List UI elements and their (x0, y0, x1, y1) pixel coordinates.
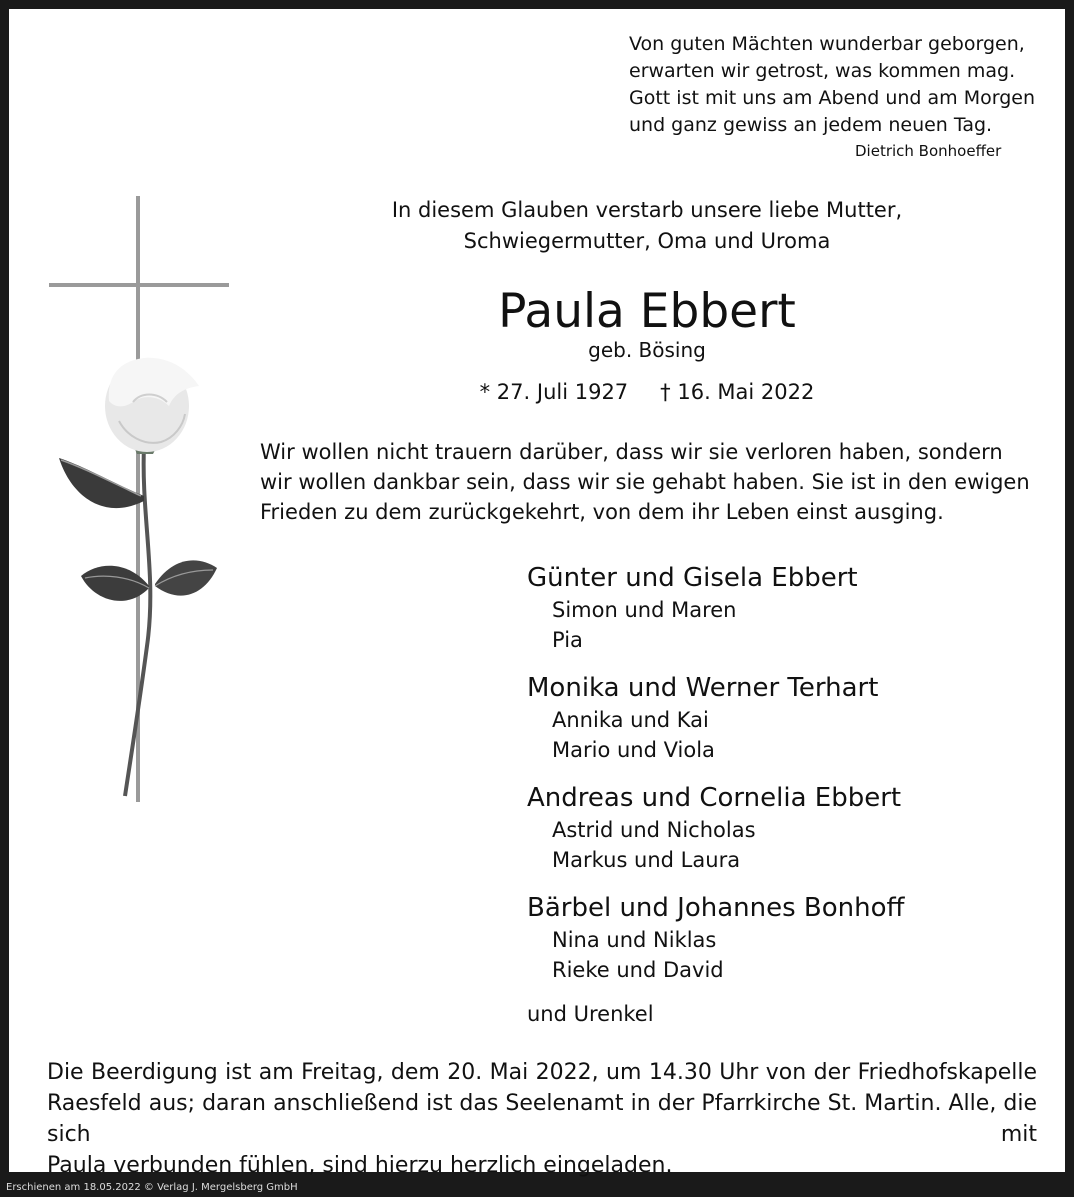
funeral-line: Die Beerdigung ist am Freitag, dem 20. Mai 2022, um 14.30 Uhr von der Friedhofskapelle (47, 1060, 1037, 1085)
family-group (527, 781, 1027, 875)
obituary-page (9, 9, 1065, 1178)
family-child: Nina und Niklas (552, 928, 717, 952)
poem-line: Von guten Mächten wunderbar geborgen, (629, 33, 1025, 55)
intro-line: Schwiegermutter, Oma und Uroma (463, 229, 831, 253)
funeral-announcement (47, 1057, 1037, 1181)
quote-line: Wir wollen nicht trauern darüber, dass wir sie verloren haben, sondern (260, 440, 1003, 464)
quote-line: wir wollen dankbar sein, dass wir sie gehabt haben. Sie ist in den ewigen (260, 470, 1030, 494)
family-head: Günter und Gisela Ebbert (527, 563, 858, 593)
publication-footer: Erschienen am 18.05.2022 © Verlag J. Mergelsberg GmbH (6, 1182, 298, 1193)
family-head: Bärbel und Johannes Bonhoff (527, 893, 905, 923)
family-child: Mario und Viola (552, 738, 715, 762)
poem-line: und ganz gewiss an jedem neuen Tag. (629, 114, 993, 136)
family-head: Monika und Werner Terhart (527, 673, 879, 703)
family-child: Pia (552, 628, 583, 652)
family-group (527, 561, 1027, 655)
family-group (527, 671, 1027, 765)
poem-author: Dietrich Bonhoeffer (855, 142, 1002, 160)
family-group (527, 891, 1027, 985)
memorial-quote (260, 437, 1030, 527)
poem-line: erwarten wir getrost, was kommen mag. (629, 60, 1016, 82)
family-child: Astrid und Nicholas (552, 818, 756, 842)
cross-and-rose-illustration (49, 196, 239, 806)
family-child: Markus und Laura (552, 848, 741, 872)
funeral-line: Raesfeld aus; daran anschließend ist das Seelenamt in der Pfarrkirche St. Martin. Alle, die sich mit (47, 1091, 1037, 1147)
deceased-name: Paula Ebbert (498, 284, 796, 339)
life-dates (269, 377, 1025, 407)
family-child: Rieke und David (552, 958, 724, 982)
family-child: Simon und Maren (552, 598, 737, 622)
quote-line: Frieden zu dem zurückgekehrt, von dem ihr Leben einst ausging. (260, 500, 944, 524)
intro-line: In diesem Glauben verstarb unsere liebe Mutter, (391, 198, 903, 222)
death-date: † 16. Mai 2022 (660, 380, 815, 404)
poem (629, 31, 1035, 139)
family-child: Annika und Kai (552, 708, 709, 732)
family-head: Andreas und Cornelia Ebbert (527, 783, 902, 813)
poem-line: Gott ist mit uns am Abend und am Morgen (629, 87, 1035, 109)
birth-name: geb. Bösing (588, 338, 706, 362)
great-grandchildren: und Urenkel (527, 1002, 654, 1026)
funeral-line: Paula verbunden fühlen, sind hierzu herzlich eingeladen. (47, 1153, 673, 1178)
intro-text (269, 195, 1025, 257)
birth-date: * 27. Juli 1927 (479, 380, 629, 404)
